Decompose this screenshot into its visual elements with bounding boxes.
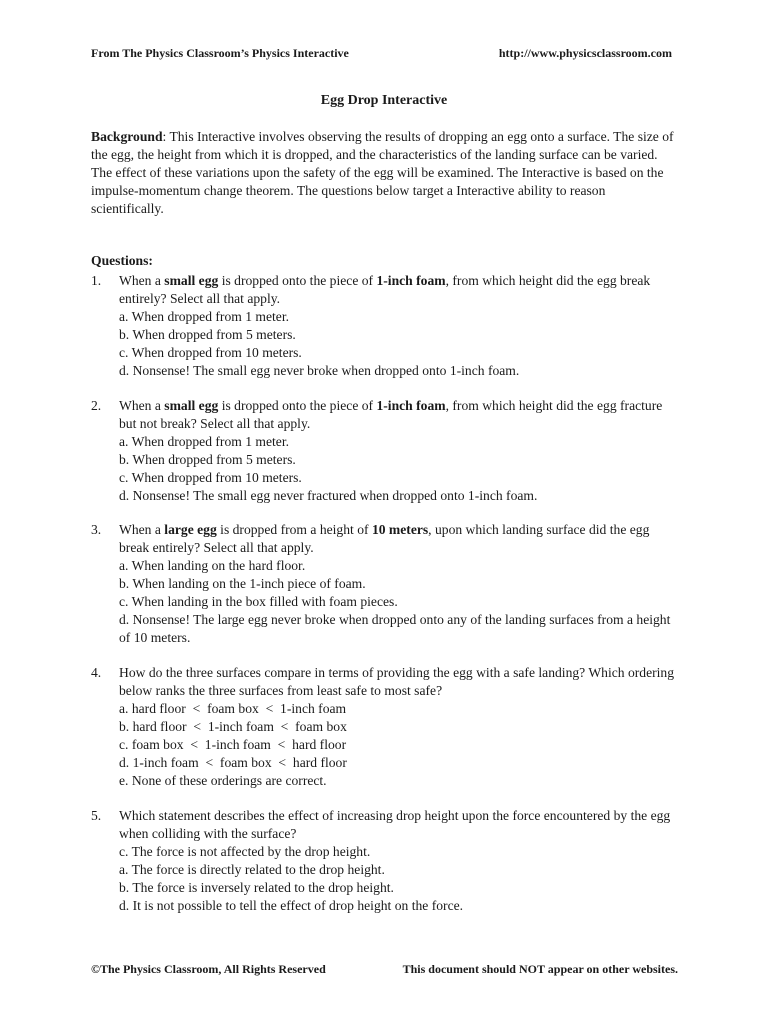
answer-option: a. When dropped from 1 meter. [119, 434, 289, 449]
answer-option: b. hard floor < 1-inch foam < foam box [119, 719, 347, 734]
footer-notice: This document should NOT appear on other websites. [402, 962, 678, 976]
questions-heading: Questions: [91, 253, 153, 268]
answer-option: b. The force is inversely related to the drop height. [119, 880, 394, 895]
question-number: 5. [91, 808, 102, 823]
question-number: 4. [91, 665, 102, 680]
answer-option: c. The force is not affected by the drop height. [119, 844, 371, 859]
header-url: http://www.physicsclassroom.com [498, 46, 672, 60]
question-5 [91, 807, 681, 915]
answer-option: d. 1-inch foam < foam box < hard floor [119, 755, 347, 770]
question-stem: How do the three surfaces compare in terms of providing the egg with a safe landing? Which ordering below ranks the three surfaces from least safe to most safe? [119, 665, 675, 698]
question-stem: When a small egg is dropped onto the piece of 1-inch foam, from which height did the egg break entirely? Select all that apply. [119, 273, 651, 306]
question-stem: When a small egg is dropped onto the piece of 1-inch foam, from which height did the egg fracture but not break? Select all that apply. [119, 398, 663, 431]
answer-option: b. When dropped from 5 meters. [119, 327, 296, 342]
answer-option: d. It is not possible to tell the effect of drop height on the force. [119, 898, 464, 913]
page-title: Egg Drop Interactive [320, 93, 448, 108]
question-2 [91, 397, 681, 505]
question-stem: Which statement describes the effect of increasing drop height upon the force encountered by the egg when colliding with the surface? [119, 808, 671, 841]
answer-option: b. When landing on the 1-inch piece of foam. [119, 576, 366, 591]
background-label: Background [91, 129, 163, 144]
question-1 [91, 272, 681, 380]
answer-option: c. When dropped from 10 meters. [119, 470, 302, 485]
question-4 [91, 664, 681, 790]
answer-option: a. hard floor < foam box < 1-inch foam [119, 701, 347, 716]
page-footer [91, 962, 678, 977]
answer-option: c. foam box < 1-inch foam < hard floor [119, 737, 347, 752]
background-paragraph [91, 128, 676, 218]
answer-option: c. When landing in the box filled with foam pieces. [119, 594, 398, 609]
answer-option: b. When dropped from 5 meters. [119, 452, 296, 467]
answer-option: a. When dropped from 1 meter. [119, 309, 289, 324]
question-number: 1. [91, 273, 102, 288]
background-text: : This Interactive involves observing the results of dropping an egg onto a surface. The size of the egg, the height from which it is dropped, and the characteristics of the landing surface can be varied. The effect of these variations upon the safety of the egg will be examined. The Interactive is based on the impulse-momentum change theorem. The questions below target a Interactive ability to reason scientifically. [91, 129, 674, 216]
answer-option: a. The force is directly related to the drop height. [119, 862, 385, 877]
answer-option: d. Nonsense! The small egg never fractured when dropped onto 1-inch foam. [119, 488, 538, 503]
answer-option: c. When dropped from 10 meters. [119, 345, 302, 360]
page-header [91, 46, 672, 61]
answer-option: d. Nonsense! The small egg never broke when dropped onto 1-inch foam. [119, 363, 520, 378]
header-source: From The Physics Classroom’s Physics Interactive [91, 46, 349, 60]
answer-option: d. Nonsense! The large egg never broke when dropped onto any of the landing surfaces from a height of 10 meters. [119, 612, 671, 645]
answer-option: e. None of these orderings are correct. [119, 773, 327, 788]
answer-option: a. When landing on the hard floor. [119, 558, 306, 573]
question-3 [91, 521, 681, 647]
question-number: 2. [91, 398, 102, 413]
question-stem: When a large egg is dropped from a height of 10 meters, upon which landing surface did the egg break entirely? Select all that apply. [119, 522, 650, 555]
question-number: 3. [91, 522, 102, 537]
footer-copyright: ©The Physics Classroom, All Rights Reserved [91, 962, 326, 976]
